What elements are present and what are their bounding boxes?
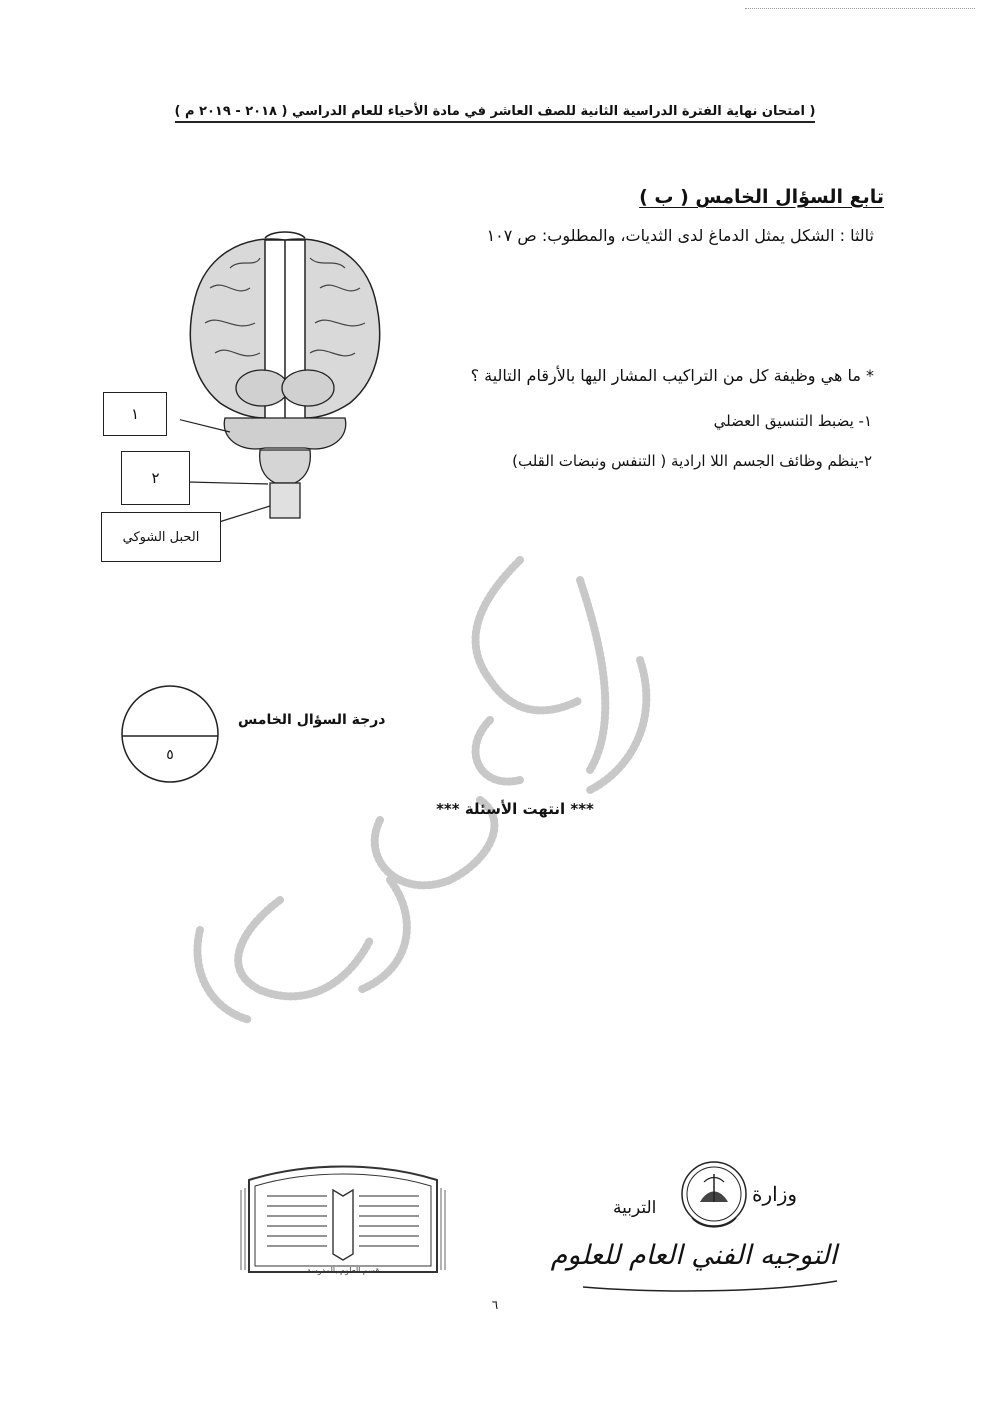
answer-1: ١- يضبط التنسيق العضلي [713, 412, 872, 430]
stamp-caption: قسم العلوم بالمدرسة [306, 1266, 380, 1275]
question-task: * ما هي وظيفة كل من التراكيب المشار اليها بالأرقام التالية ؟ [470, 366, 874, 385]
end-of-questions: *** انتهت الأسئلة *** [436, 800, 594, 818]
spinal-cord-label-text: الحبل الشوكي [122, 529, 200, 545]
ministry-line-1: وزارة [752, 1182, 798, 1206]
brain-diagram [180, 228, 390, 528]
signature-text: التوجيه الفني العام للعلوم [550, 1240, 837, 1271]
brain-label-1-text: ١ [130, 405, 140, 423]
section-title: تابع السؤال الخامس ( ب ) [639, 186, 884, 208]
question-prompt: ثالثا : الشكل يمثل الدماغ لدى الثديات، والمطلوب: ص ١٠٧ [486, 226, 874, 245]
watermark-graphic [160, 520, 720, 1040]
score-circle [120, 684, 220, 784]
answer-2: ٢-ينظم وظائف الجسم اللا ارادية ( التنفس ونبضات القلب) [512, 452, 872, 470]
exam-title: ( امتحان نهاية الفترة الدراسية الثانية للصف العاشر في مادة الأحياء للعام الدراسي ( ٢٠١٨ - ٢٠١٩ م ) [175, 104, 816, 123]
score-value: ٥ [166, 747, 174, 763]
spinal-cord-label [101, 512, 221, 562]
brain-label-2 [121, 451, 190, 505]
brain-label-1 [103, 392, 167, 436]
ministry-line-2: التربية [613, 1198, 657, 1218]
brain-label-2-text: ٢ [151, 469, 160, 487]
page-number: ٦ [491, 1298, 499, 1312]
school-stamp [237, 1160, 449, 1282]
exam-header [160, 104, 830, 119]
top-dotted-rule [745, 8, 975, 9]
ministry-emblem-icon [678, 1158, 750, 1238]
score-label: درجة السؤال الخامس [238, 712, 386, 728]
